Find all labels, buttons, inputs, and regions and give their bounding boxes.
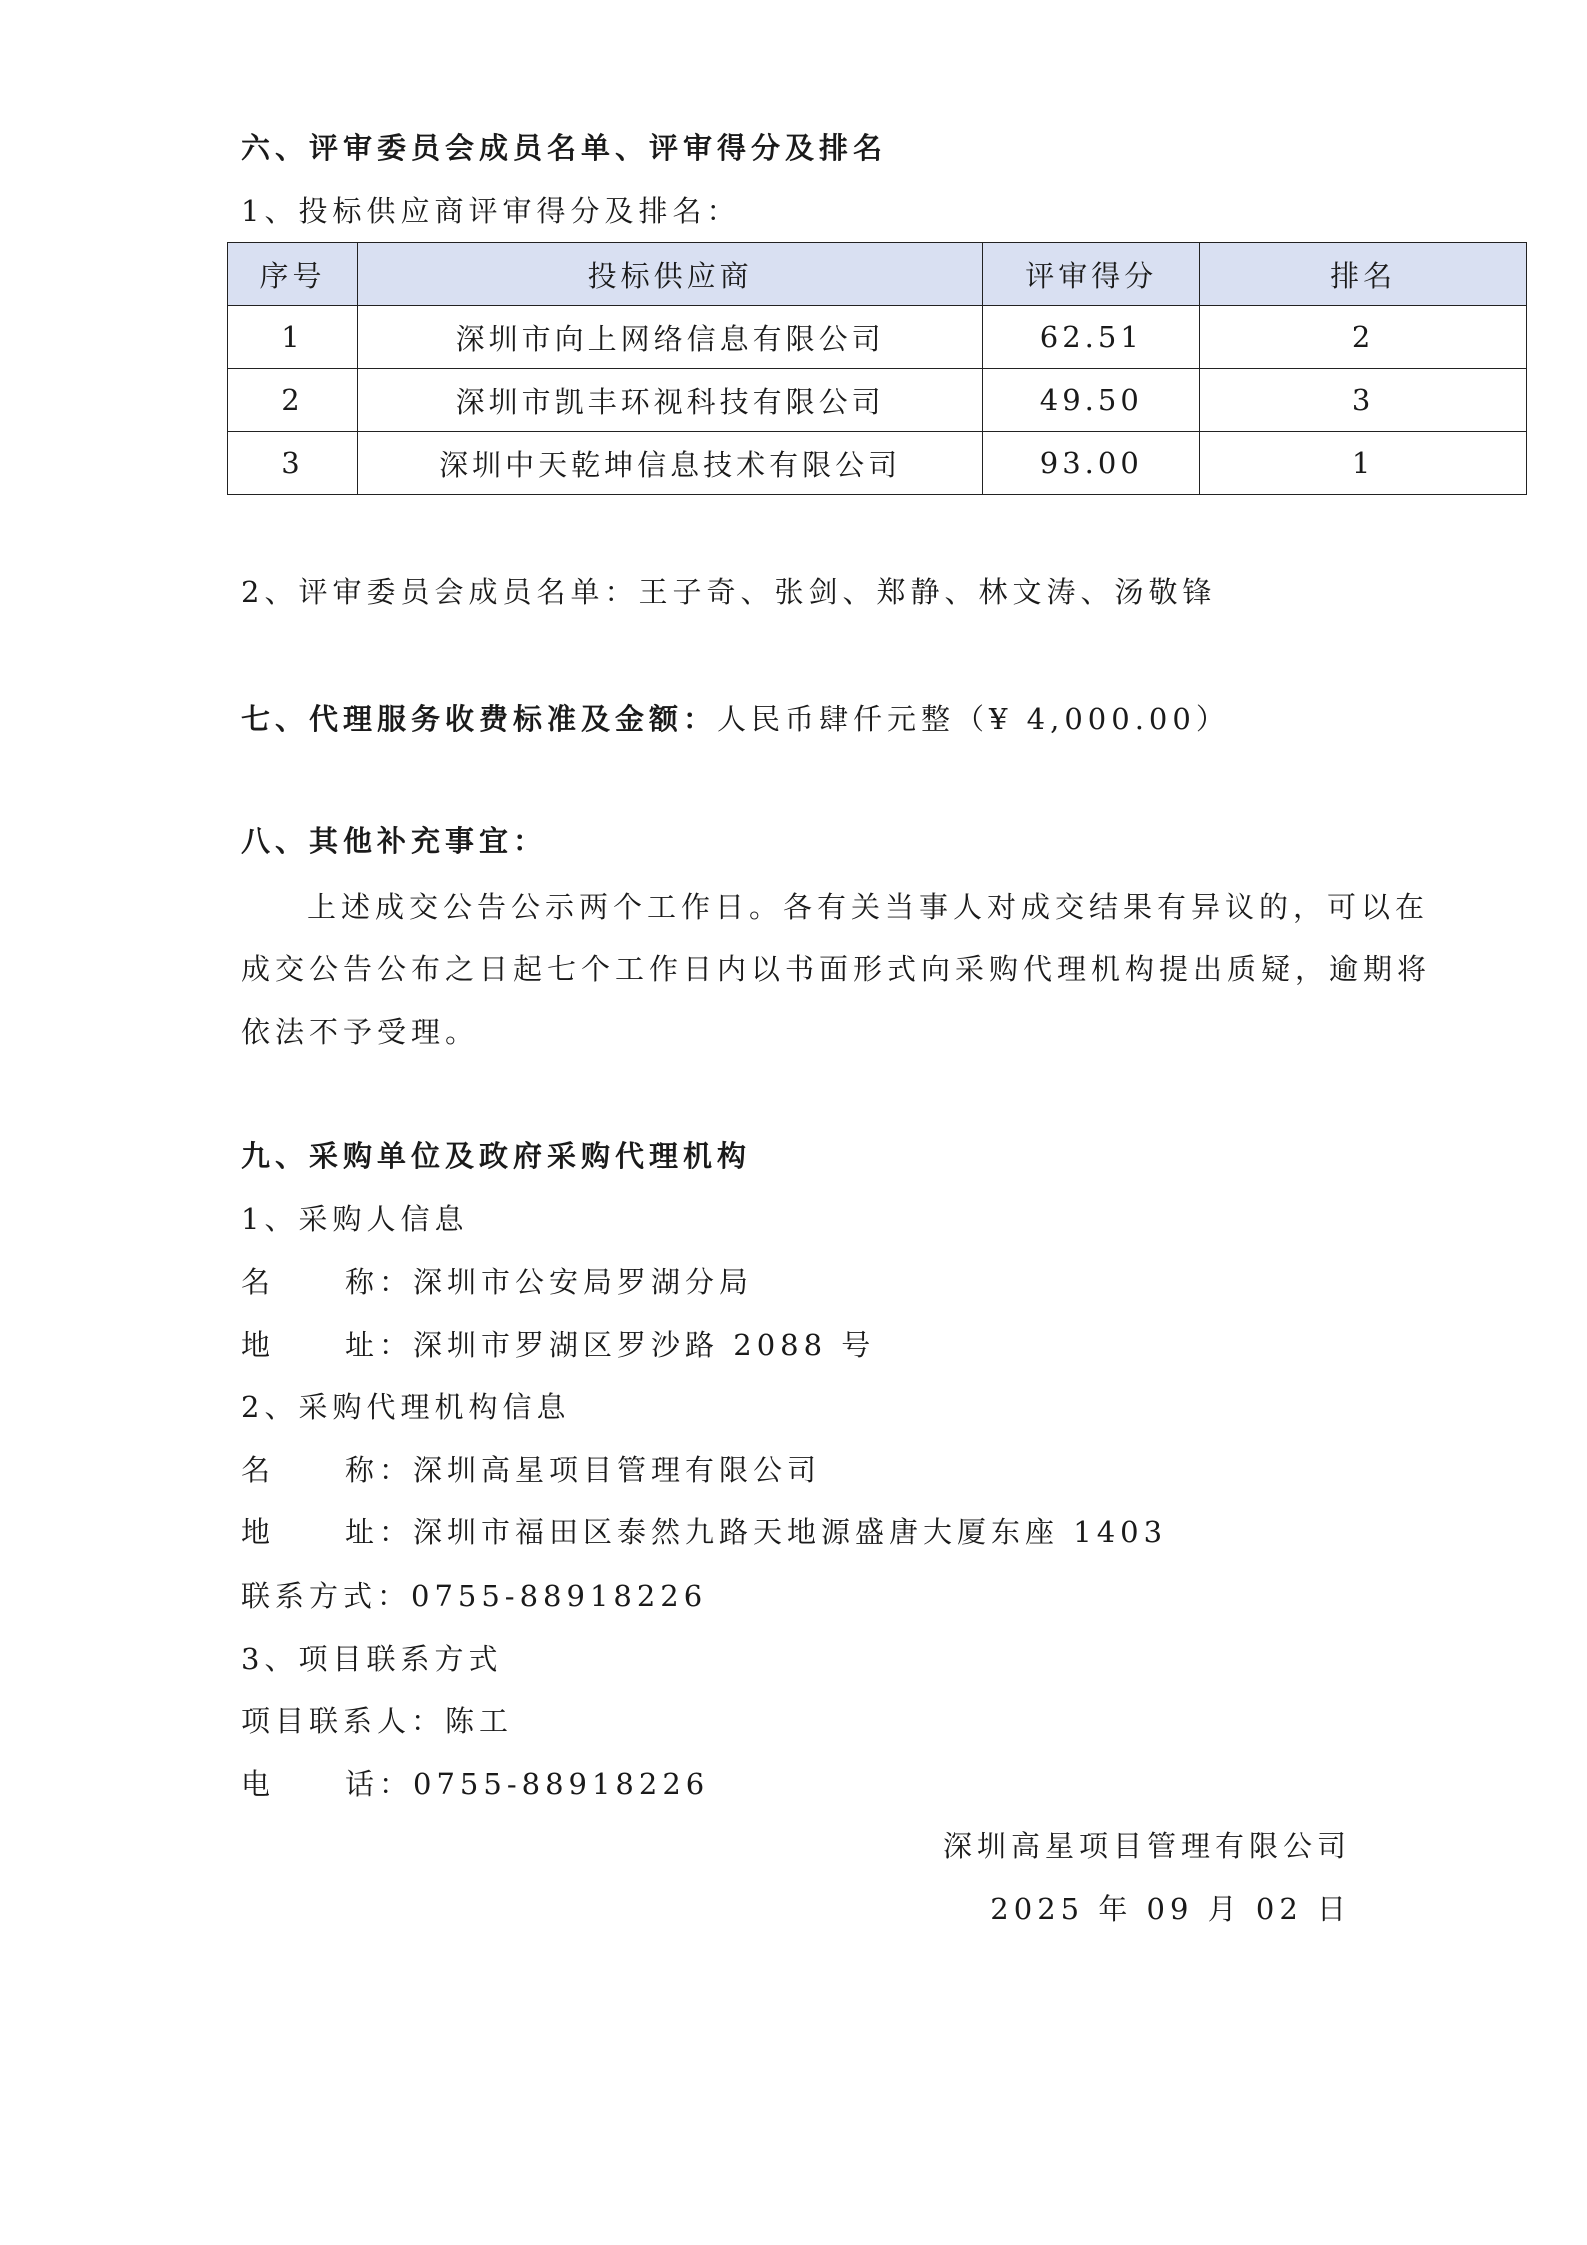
label: 址：	[345, 1515, 414, 1549]
cell-supplier: 深圳市凯丰环视科技有限公司	[357, 369, 982, 432]
agency-contact: 联系方式：0755-88918226	[241, 1579, 708, 1613]
score-table	[227, 242, 1527, 495]
label: 电	[241, 1767, 276, 1801]
section9-title: 九、采购单位及政府采购代理机构	[241, 1139, 752, 1173]
section7-title: 七、代理服务收费标准及金额：	[241, 702, 718, 736]
project-contact: 项目联系人：陈工	[241, 1704, 514, 1738]
section8-title: 八、其他补充事宜：	[241, 824, 548, 858]
signature-date: 2025 年 09 月 02 日	[990, 1892, 1351, 1926]
header-index: 序号	[228, 243, 358, 306]
cell-rank: 2	[1200, 306, 1527, 369]
header-rank: 排名	[1200, 243, 1527, 306]
section7	[241, 699, 1230, 739]
value: 深圳市公安局罗湖分局	[413, 1265, 754, 1299]
section8-line: 成交公告公布之日起七个工作日内以书面形式向采购代理机构提出质疑，逾期将	[241, 952, 1432, 986]
value: 深圳市罗湖区罗沙路 2088 号	[413, 1328, 876, 1362]
table-row	[228, 432, 1527, 495]
header-score: 评审得分	[983, 243, 1200, 306]
cell-index: 3	[228, 432, 358, 495]
label: 称：	[345, 1453, 414, 1487]
section8-line: 上述成交公告公示两个工作日。各有关当事人对成交结果有异议的，可以在	[307, 890, 1430, 924]
section6-sub1: 1、投标供应商评审得分及排名：	[241, 194, 741, 228]
purchaser-name	[241, 1262, 753, 1302]
project-phone	[241, 1764, 709, 1804]
label: 地	[241, 1328, 276, 1362]
cell-score: 93.00	[983, 432, 1200, 495]
project-heading: 3、项目联系方式	[241, 1642, 503, 1676]
committee-members: 2、评审委员会成员名单：王子奇、张剑、郑静、林文涛、汤敬锋	[241, 575, 1217, 609]
section6-title: 六、评审委员会成员名单、评审得分及排名	[241, 131, 888, 165]
cell-score: 49.50	[983, 369, 1200, 432]
cell-rank: 1	[1200, 432, 1527, 495]
table-row	[228, 369, 1527, 432]
cell-rank: 3	[1200, 369, 1527, 432]
label: 名	[241, 1453, 276, 1487]
value: 0755-88918226	[413, 1767, 710, 1801]
label: 地	[241, 1515, 276, 1549]
cell-supplier: 深圳中天乾坤信息技术有限公司	[357, 432, 982, 495]
cell-index: 1	[228, 306, 358, 369]
value: 深圳高星项目管理有限公司	[413, 1453, 822, 1487]
section8-line: 依法不予受理。	[241, 1015, 480, 1049]
label: 名	[241, 1265, 276, 1299]
agency-name	[241, 1450, 821, 1490]
cell-supplier: 深圳市向上网络信息有限公司	[357, 306, 982, 369]
agency-heading: 2、采购代理机构信息	[241, 1390, 571, 1424]
label: 址：	[345, 1328, 414, 1362]
cell-score: 62.51	[983, 306, 1200, 369]
value: 深圳市福田区泰然九路天地源盛唐大厦东座 1403	[413, 1515, 1168, 1549]
section7-value: 人民币肆仟元整（¥ 4,000.00）	[717, 702, 1230, 736]
label: 称：	[345, 1265, 414, 1299]
table-row	[228, 306, 1527, 369]
purchaser-address	[241, 1325, 875, 1365]
header-supplier: 投标供应商	[357, 243, 982, 306]
table-header-row	[228, 243, 1527, 306]
purchaser-heading: 1、采购人信息	[241, 1202, 469, 1236]
agency-address	[241, 1512, 1167, 1552]
cell-index: 2	[228, 369, 358, 432]
signature-company: 深圳高星项目管理有限公司	[942, 1829, 1351, 1863]
label: 话：	[345, 1767, 414, 1801]
